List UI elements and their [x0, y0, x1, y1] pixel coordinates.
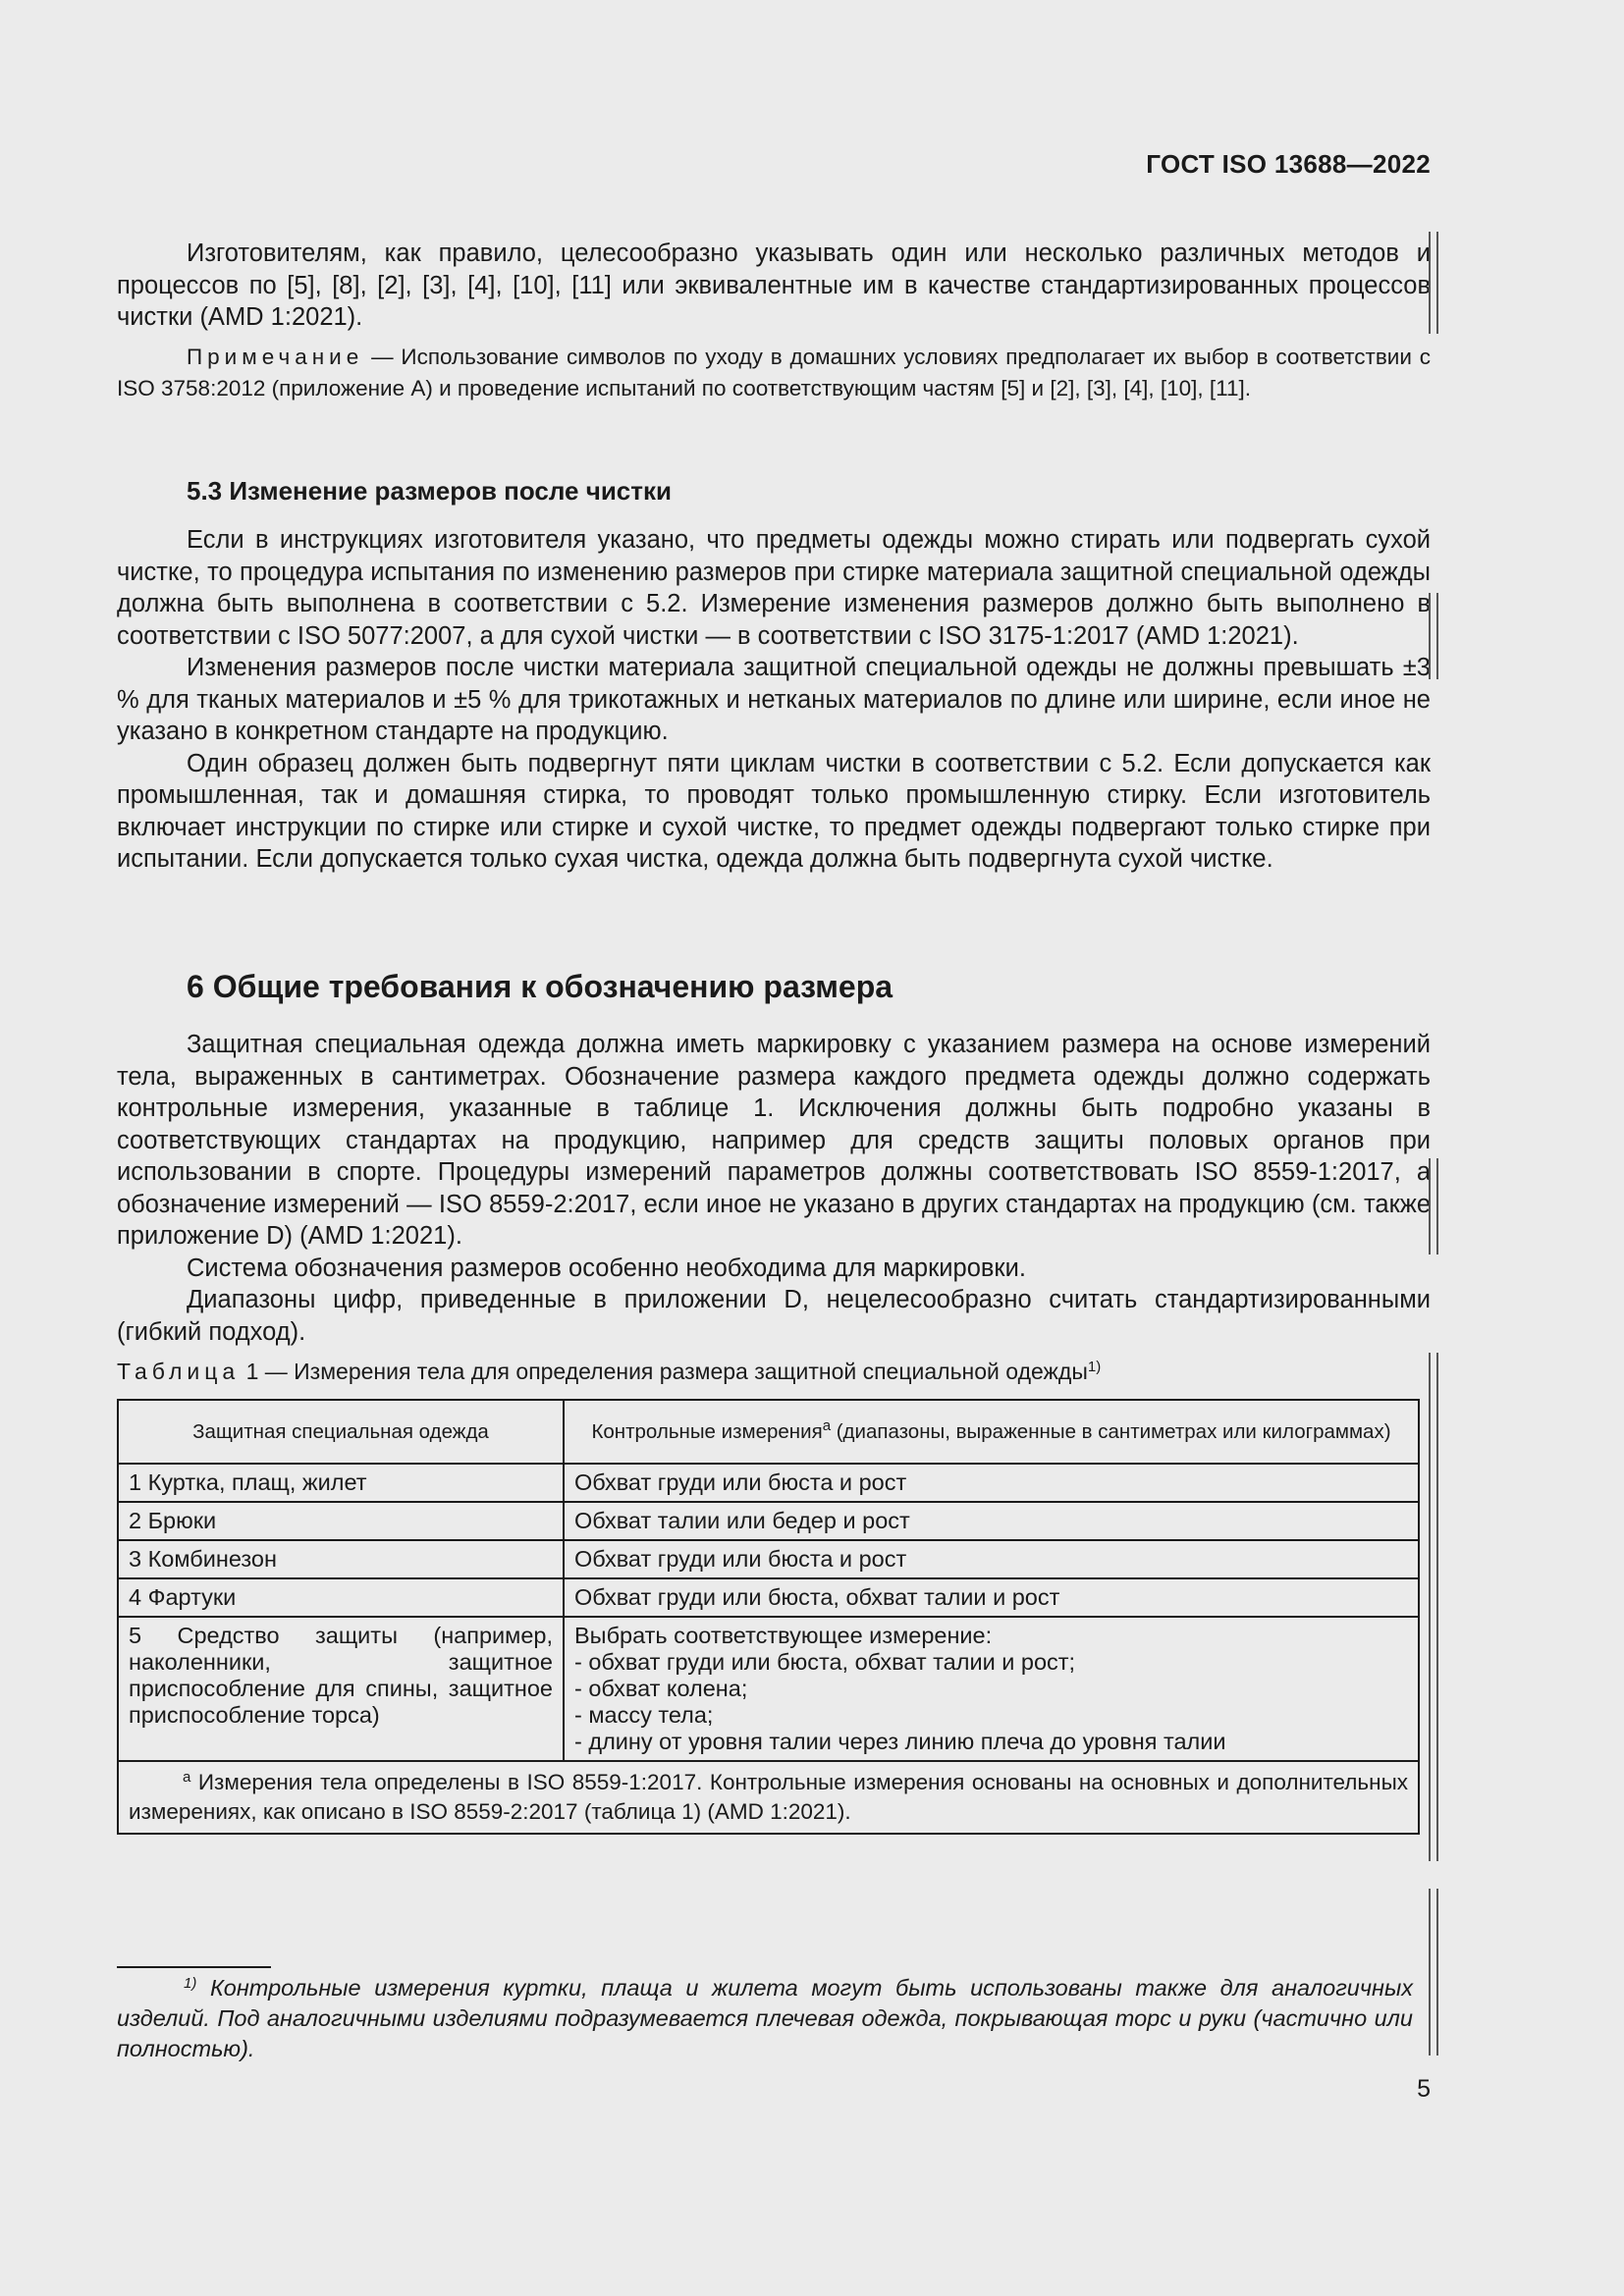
note-text: — Использование символов по уходу в домашних условиях предполагает их выбор в соответствии с ISO 3758:2012 (приложение А) и проведение испытаний по соответствующим частям [5] и [2], [3], [4], [10], [11].	[117, 345, 1431, 400]
page-number: 5	[1417, 2075, 1431, 2103]
table-row	[118, 1464, 1419, 1502]
table-caption-body: 1 — Измерения тела для определения размера защитной специальной одежды	[240, 1359, 1088, 1384]
garment-cell: 2 Брюки	[118, 1502, 564, 1540]
garment-cell: 5 Средство защиты (например, наколенники, защитное приспособление для спины, защитное приспособление торса)	[118, 1617, 564, 1761]
size-table	[117, 1399, 1420, 1835]
section-6-body	[117, 1029, 1431, 1348]
section-6-p1: Защитная специальная одежда должна иметь маркировку с указанием размера на основе измерений тела, выраженных в сантиметрах. Обозначение размера каждого предмета одежды должно содержать контрольные измерения, указанные в таблице 1. Исключения должны быть подробно указаны в соответствующих стандартах на продукцию, например для средств защиты половых органов при использовании в спорте. Процедуры измерений параметров должны соответствовать ISO 8559-1:2017, а обозначение измерений — ISO 8559-2:2017, если иное не указано в других стандартах на продукцию (см. также приложение D) (AMD 1:2021).	[117, 1031, 1431, 1250]
section-6-p3: Диапазоны цифр, приведенные в приложении D, нецелесообразно считать стандартизированными (гибкий подход).	[117, 1286, 1431, 1346]
garment-cell: 4 Фартуки	[118, 1578, 564, 1617]
change-bar	[1429, 232, 1438, 334]
section-5-3-title: 5.3 Изменение размеров после чистки	[187, 476, 672, 506]
col-header-garment: Защитная специальная одежда	[118, 1400, 564, 1464]
table-caption-label: Таблица	[117, 1359, 241, 1384]
footnote-text: Контрольные измерения куртки, плаща и жилета могут быть использованы также для аналогичных изделий. Под аналогичными изделиями подразумевается плечевая одежда, покрывающая торс и руки (частично или полностью).	[117, 1975, 1413, 2061]
measure-cell: Обхват груди или бюста и рост	[564, 1464, 1419, 1502]
measure-line: - длину от уровня талии через линию плеча до уровня талии	[574, 1729, 1226, 1754]
table-caption-text	[117, 1357, 1431, 1386]
section-5-3	[117, 475, 1431, 507]
table-row	[118, 1502, 1419, 1540]
col-header-measurements: Контрольные измерения$^a$ (диапазоны, выраженные в сантиметрах или килограммах)	[564, 1400, 1419, 1464]
change-bar	[1429, 1889, 1438, 2056]
change-bar	[1429, 1158, 1438, 1255]
section-5-3-p2: Изменения размеров после чистки материала защитной специальной одежды не должны превышать ±3 % для тканых материалов и ±5 % для трикотажных и нетканых материалов по длине или ширине, если иное не указано в конкретном стандарте на продукцию.	[117, 654, 1431, 745]
note-paragraph	[117, 342, 1431, 404]
table-caption-sup: 1)	[1087, 1359, 1102, 1375]
measure-cell: Обхват груди или бюста и рост	[564, 1540, 1419, 1578]
section-6-p2: Система обозначения размеров особенно необходима для маркировки.	[187, 1254, 1026, 1282]
note-block	[117, 342, 1431, 404]
measure-line: - обхват груди или бюста, обхват талии и рост;	[574, 1649, 1076, 1675]
table-header-row	[118, 1400, 1419, 1464]
section-6	[117, 967, 1431, 1006]
document-id: ГОСТ ISO 13688—2022	[1146, 149, 1431, 179]
measure-cell: Обхват талии или бедер и рост	[564, 1502, 1419, 1540]
table-caption	[117, 1357, 1431, 1386]
change-bar	[1429, 1353, 1438, 1861]
page-footnote	[117, 1973, 1413, 2064]
table-row	[118, 1540, 1419, 1578]
intro-paragraph-block	[117, 238, 1431, 334]
measure-cell: Обхват груди или бюста, обхват талии и рост	[564, 1578, 1419, 1617]
table-row	[118, 1578, 1419, 1617]
garment-cell: 1 Куртка, плащ, жилет	[118, 1464, 564, 1502]
section-5-3-p1: Если в инструкциях изготовителя указано, что предметы одежды можно стирать или подвергать сухой чистке, то процедура испытания по изменению размеров при стирке материала защитной специальной одежды должна быть выполнена в соответствии с 5.2. Измерение изменения размеров должно быть выполнено в соответствии с ISO 5077:2007, а для сухой чистки — в соответствии с ISO 3175-1:2017 (AMD 1:2021).	[117, 526, 1431, 650]
table-row	[118, 1617, 1419, 1761]
section-5-3-p3: Один образец должен быть подвергнут пяти циклам чистки в соответствии с 5.2. Если допускается как промышленная, так и домашняя стирка, то проводят только промышленную стирку. Если изготовитель включает инструкции по стирке или стирке и сухой чистке, то предмет одежды подвергают только стирке при испытании. Если допускается только сухая чистка, одежда должна быть подвергнута сухой чистке.	[117, 749, 1431, 873]
intro-paragraph: Изготовителям, как правило, целесообразно указывать один или несколько различных методов и процессов по [5], [8], [2], [3], [4], [10], [11] или эквивалентные им в качестве стандартизированных процессов чистки (AMD 1:2021).	[117, 240, 1431, 331]
footnote-marker: 1)	[184, 1975, 197, 1992]
footnote-separator	[117, 1966, 271, 1968]
note-label: Примечание	[187, 345, 364, 369]
section-6-title: 6 Общие требования к обозначению размера	[187, 969, 893, 1004]
table-footnote-row	[118, 1761, 1419, 1834]
measure-line: - обхват колена;	[574, 1676, 748, 1701]
change-bar	[1429, 593, 1438, 679]
measure-cell	[564, 1617, 1419, 1761]
measure-line: - массу тела;	[574, 1702, 714, 1728]
table-footnote: $^a$ Измерения тела определены в ISO 8559-1:2017. Контрольные измерения основаны на основных и дополнительных измерениях, как описано в ISO 8559-2:2017 (таблица 1) (AMD 1:2021).	[118, 1761, 1419, 1834]
size-table-wrapper	[117, 1399, 1431, 1835]
measure-line: Выбрать соответствующее измерение:	[574, 1623, 993, 1648]
section-5-3-body	[117, 524, 1431, 876]
garment-cell: 3 Комбинезон	[118, 1540, 564, 1578]
